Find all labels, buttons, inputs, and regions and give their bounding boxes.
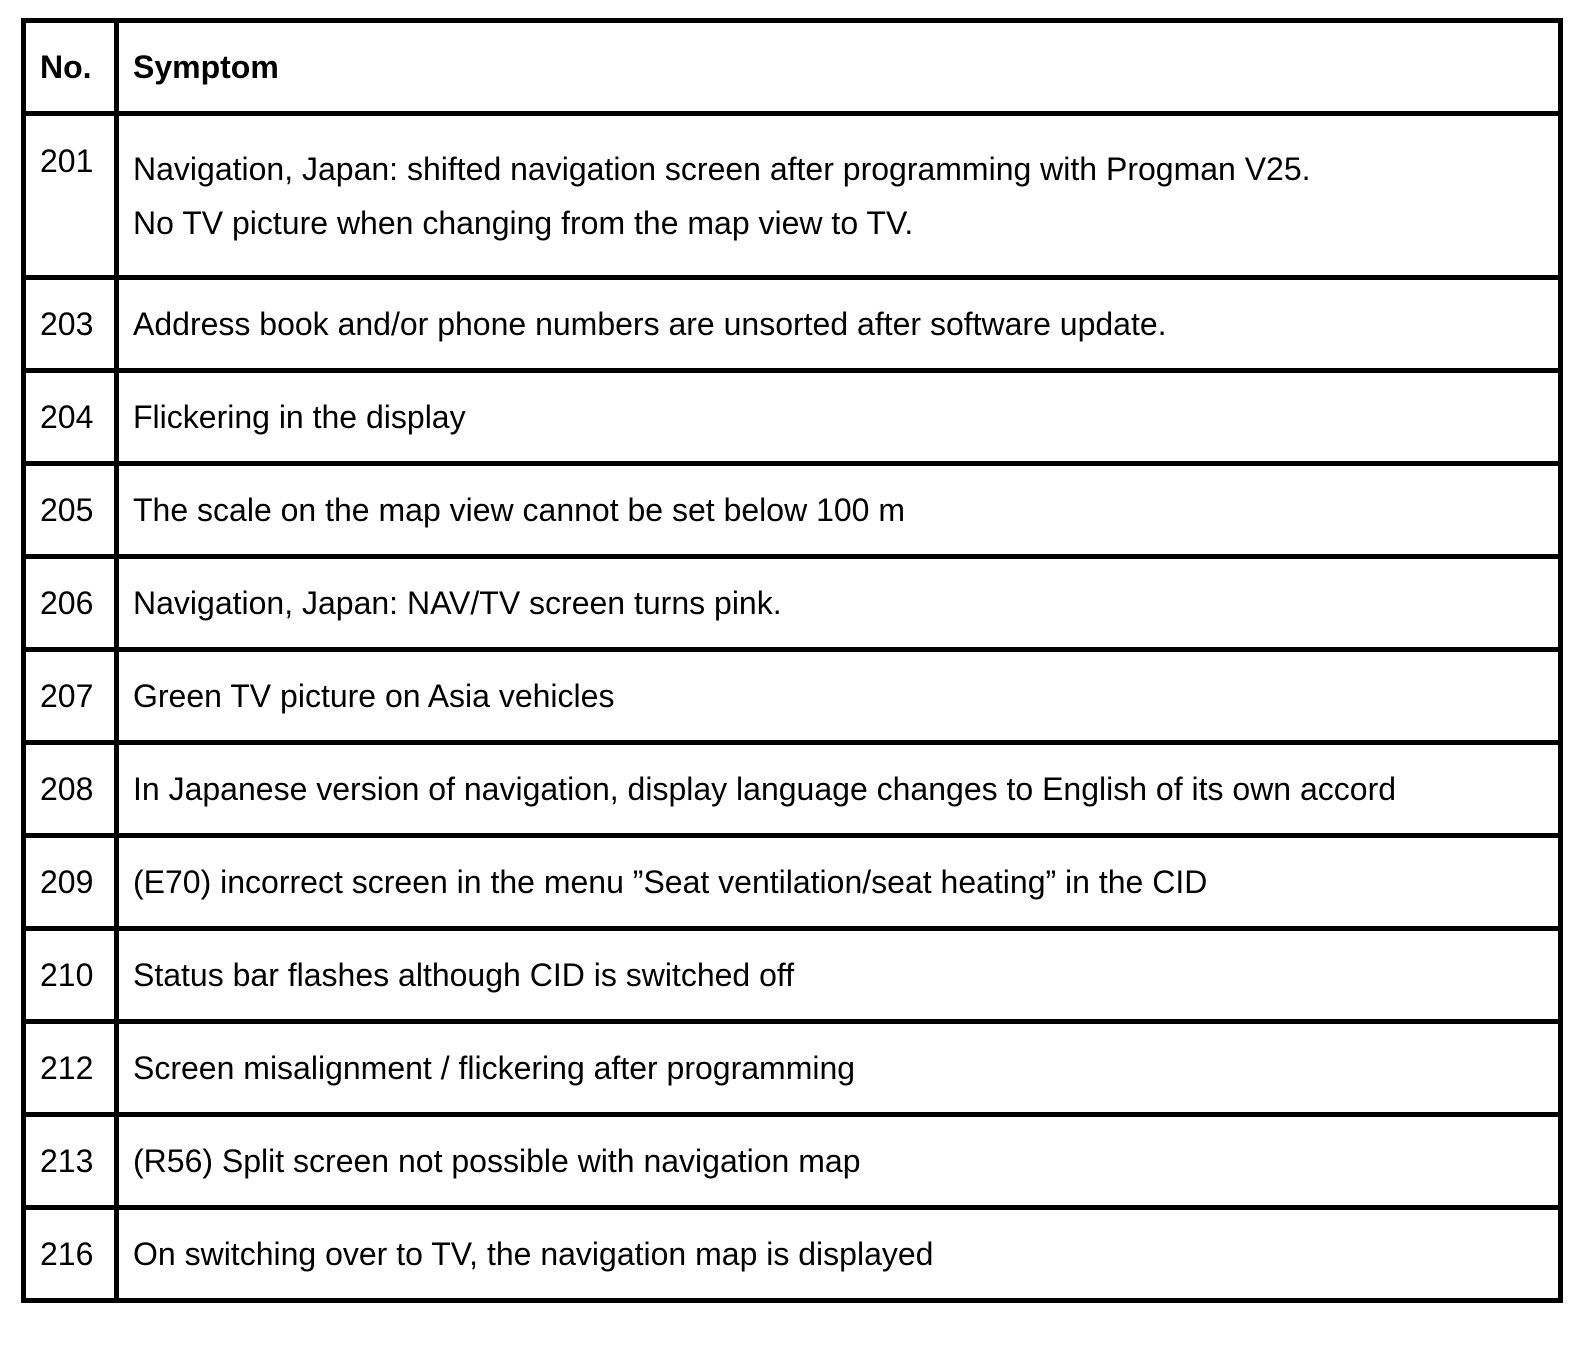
symptom-line: Navigation, Japan: shifted navigation screen after programming with Progman V25.: [133, 150, 1311, 187]
row-symptom: Address book and/or phone numbers are unsorted after software update.: [117, 278, 1561, 371]
table-header-row: [24, 21, 1561, 114]
row-symptom: Status bar flashes although CID is switched off: [117, 929, 1561, 1022]
row-number: 203: [24, 278, 117, 371]
row-number: 205: [24, 464, 117, 557]
row-number: 201: [24, 114, 117, 278]
table-row: [24, 371, 1561, 464]
row-symptom: (E70) incorrect screen in the menu ”Seat ventilation/seat heating” in the CID: [117, 836, 1561, 929]
row-symptom: The scale on the map view cannot be set below 100 m: [117, 464, 1561, 557]
table-row: [24, 114, 1561, 278]
table-row: [24, 836, 1561, 929]
row-symptom: (R56) Split screen not possible with navigation map: [117, 1115, 1561, 1208]
table-row: [24, 1208, 1561, 1301]
table-row: [24, 278, 1561, 371]
row-symptom: Flickering in the display: [117, 371, 1561, 464]
header-no: No.: [24, 21, 117, 114]
header-symptom: Symptom: [117, 21, 1561, 114]
row-number: 210: [24, 929, 117, 1022]
table-row: [24, 464, 1561, 557]
table-row: [24, 650, 1561, 743]
row-symptom: Screen misalignment / flickering after programming: [117, 1022, 1561, 1115]
table-row: [24, 1115, 1561, 1208]
symptom-table-container: [21, 18, 1563, 1303]
row-number: 209: [24, 836, 117, 929]
table-row: [24, 557, 1561, 650]
row-number: 212: [24, 1022, 117, 1115]
row-number: 208: [24, 743, 117, 836]
row-number: 216: [24, 1208, 117, 1301]
row-symptom: On switching over to TV, the navigation map is displayed: [117, 1208, 1561, 1301]
row-symptom: Green TV picture on Asia vehicles: [117, 650, 1561, 743]
row-number: 204: [24, 371, 117, 464]
row-symptom: [117, 114, 1561, 278]
row-number: 213: [24, 1115, 117, 1208]
symptom-line: No TV picture when changing from the map view to TV.: [133, 204, 914, 241]
symptom-table: [21, 18, 1563, 1303]
row-symptom: Navigation, Japan: NAV/TV screen turns pink.: [117, 557, 1561, 650]
table-row: [24, 743, 1561, 836]
table-row: [24, 1022, 1561, 1115]
row-number: 207: [24, 650, 117, 743]
row-symptom: In Japanese version of navigation, display language changes to English of its own accord: [117, 743, 1561, 836]
row-number: 206: [24, 557, 117, 650]
table-row: [24, 929, 1561, 1022]
